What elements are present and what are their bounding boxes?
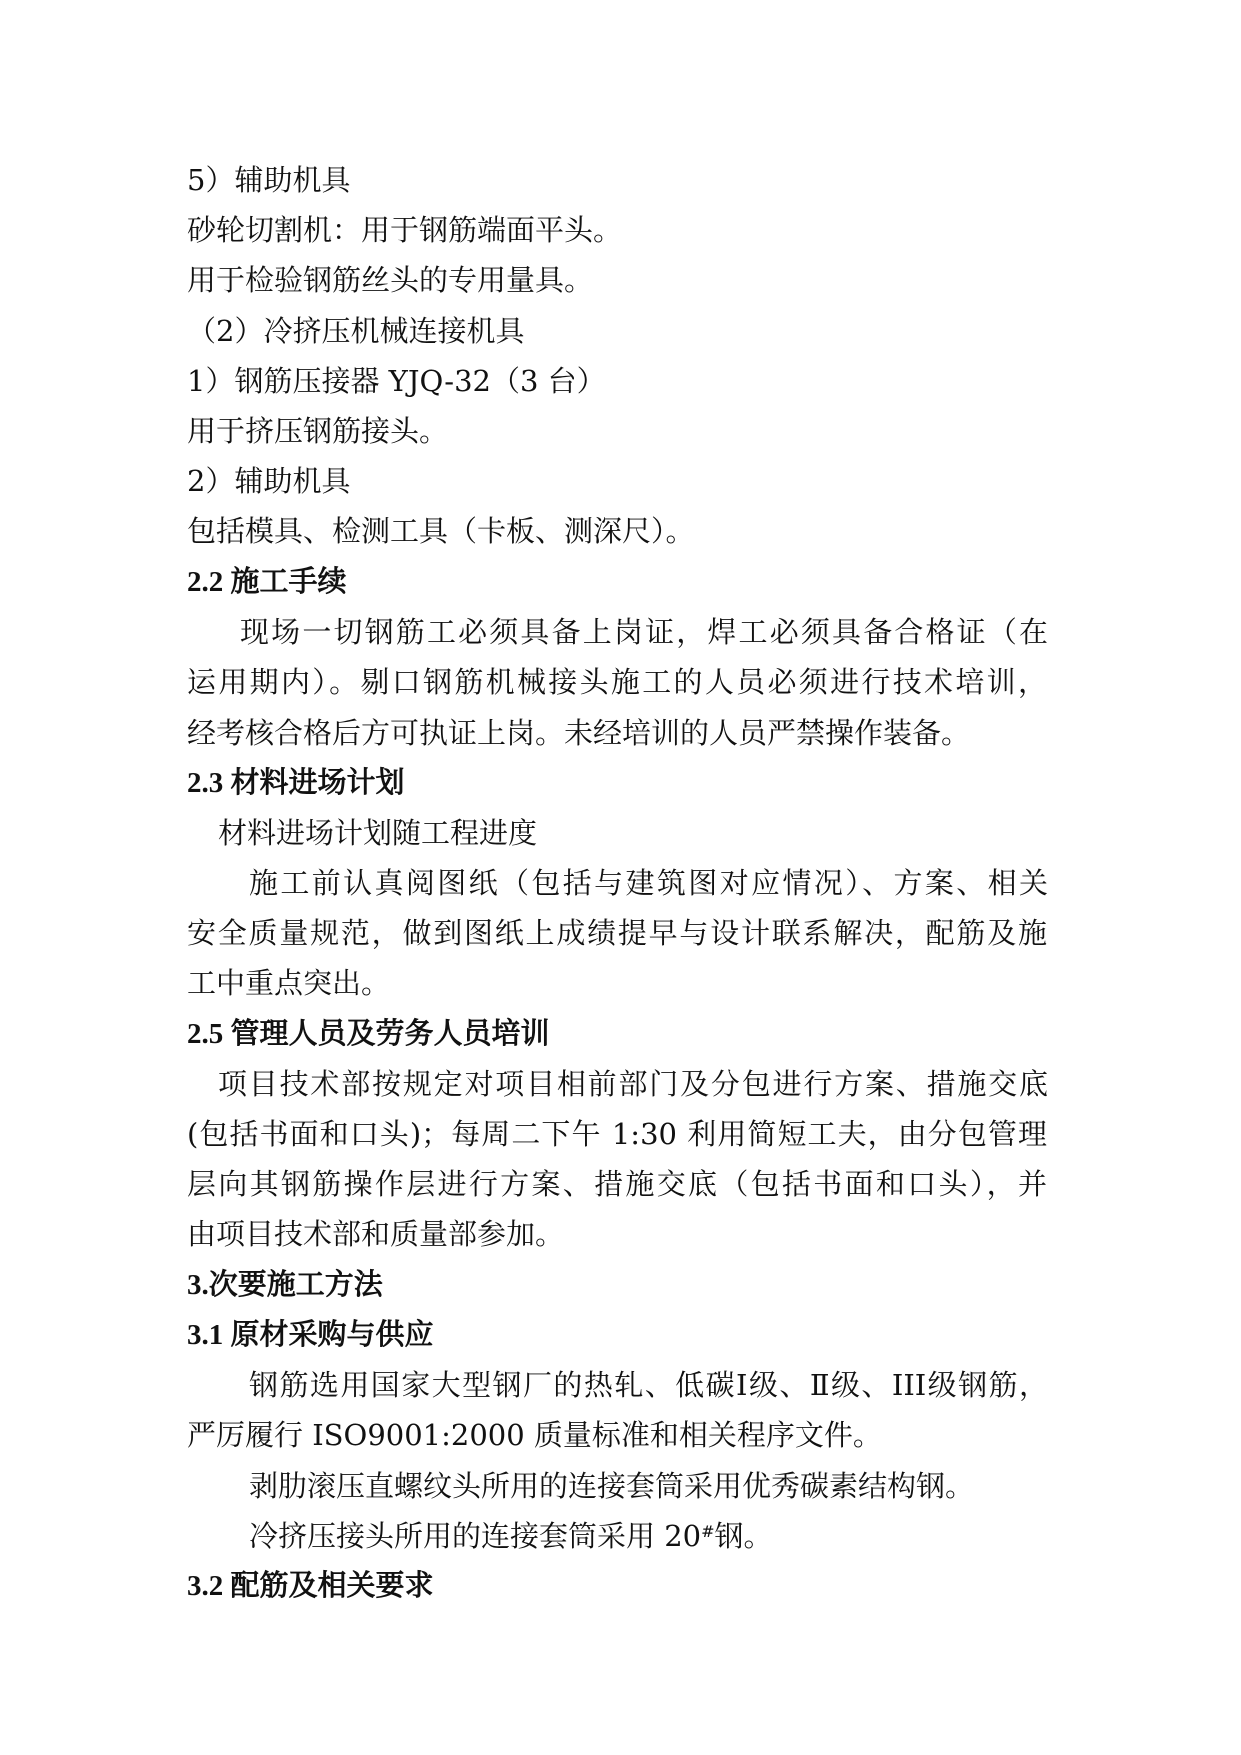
- paragraph-line: 施工前认真阅图纸（包括与建筑图对应情况）、方案、相关: [249, 866, 1048, 900]
- text-line: 2）辅助机具: [187, 464, 351, 498]
- paragraph-line: 经考核合格后方可执证上岗。未经培训的人员严禁操作装备。: [187, 716, 971, 750]
- paragraph-line: 安全质量规范，做到图纸上成绩提早与设计联系解决，配筋及施: [187, 916, 1047, 950]
- text-line: 用于检验钢筋丝头的专用量具。: [187, 263, 594, 297]
- section-heading-3-2: 3.2 配筋及相关要求: [187, 1570, 434, 1602]
- text-line: 1）钢筋压接器 YJQ-32（3 台）: [187, 364, 606, 398]
- text-line: （2）冷挤压机械连接机具: [187, 314, 525, 348]
- paragraph-line: 现场一切钢筋工必须具备上岗证，焊工必须具备合格证（在: [240, 615, 1048, 649]
- text-run: 冷挤压接头所用的连接套筒采用 20: [249, 1519, 702, 1553]
- paragraph-line: 层向其钢筋操作层进行方案、措施交底（包括书面和口头），并: [187, 1167, 1047, 1201]
- section-heading-3-1: 3.1 原材采购与供应: [187, 1319, 434, 1351]
- paragraph-line: 工中重点突出。: [187, 966, 391, 1000]
- section-heading-2-3: 2.3 材料进场计划: [187, 767, 405, 799]
- text-line: 用于挤压钢筋接头。: [187, 414, 449, 448]
- superscript-mark: #: [701, 1522, 715, 1541]
- paragraph-line: 由项目技术部和质量部参加。: [187, 1217, 565, 1251]
- text-line: 5）辅助机具: [187, 163, 351, 197]
- section-heading-2-5: 2.5 管理人员及劳务人员培训: [187, 1018, 550, 1050]
- section-heading-3: 3.次要施工方法: [187, 1269, 383, 1301]
- paragraph-line: 运用期内）。剔口钢筋机械接头施工的人员必须进行技术培训，: [187, 665, 1047, 699]
- paragraph-line: 严厉履行 ISO9001:2000 质量标准和相关程序文件。: [187, 1418, 882, 1452]
- text-line: 砂轮切割机：用于钢筋端面平头。: [187, 213, 623, 247]
- paragraph-line: (包括书面和口头)；每周二下午 1:30 利用简短工夫，由分包管理: [187, 1117, 1047, 1151]
- paragraph-line: 钢筋选用国家大型钢厂的热轧、低碳Ⅰ级、Ⅱ级、III级钢筋，: [249, 1368, 1048, 1402]
- text-line: 包括模具、检测工具（卡板、测深尺）。: [187, 514, 695, 548]
- paragraph-line: 材料进场计划随工程进度: [218, 816, 538, 850]
- text-run: 钢。: [714, 1519, 773, 1553]
- paragraph-line: [249, 1514, 1129, 1558]
- paragraph-line: 剥肋滚压直螺纹头所用的连接套筒采用优秀碳素结构钢。: [249, 1469, 975, 1503]
- section-heading-2-2: 2.2 施工手续: [187, 566, 347, 598]
- paragraph-line: 项目技术部按规定对项目相前部门及分包进行方案、措施交底: [218, 1067, 1048, 1101]
